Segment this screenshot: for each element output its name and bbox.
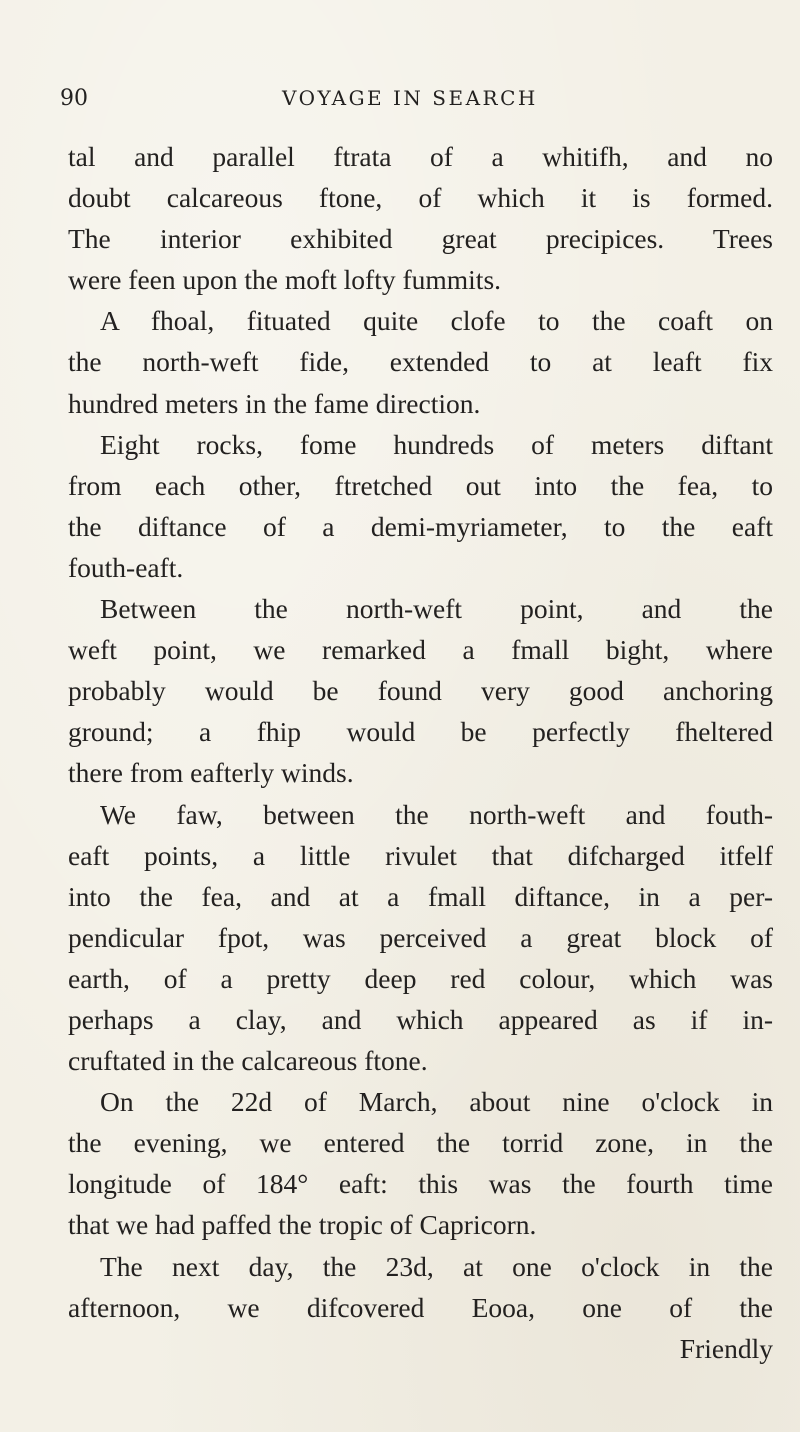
text-line: earth, of a pretty deep red colour, which was [68, 962, 773, 994]
text-line: We faw, between the north-weft and fouth- [100, 798, 773, 830]
text-line: that we had paffed the tropic of Capricorn. [68, 1209, 537, 1241]
text-line: On the 22d of March, about nine o'clock in [100, 1086, 773, 1118]
text-line: probably would be found very good anchoring [68, 675, 773, 707]
running-head: VOYAGE IN SEARCH [282, 86, 538, 110]
text-line: eaft points, a little rivulet that difcharged itfelf [68, 839, 773, 871]
text-line: Between the north-weft point, and the [100, 593, 773, 625]
text-line: The interior exhibited great precipices. Trees [68, 223, 773, 255]
text-line: perhaps a clay, and which appeared as if in- [68, 1003, 773, 1035]
text-line: fouth-eaft. [68, 551, 184, 583]
page-header [60, 86, 760, 120]
text-line: the diftance of a demi-myriameter, to the eaft [68, 510, 773, 542]
text-line: The next day, the 23d, at one o'clock in the [100, 1250, 773, 1282]
body-text [68, 136, 773, 1369]
text-line: pendicular fpot, was perceived a great block of [68, 921, 773, 953]
text-line: ground; a fhip would be perfectly fheltered [68, 716, 773, 748]
text-line: the evening, we entered the torrid zone, in the [68, 1127, 773, 1159]
text-line: tal and parallel ftrata of a whitifh, and no [68, 141, 773, 172]
catchword: Friendly [679, 1332, 773, 1364]
page-number: 90 [60, 86, 88, 111]
text-line: weft point, we remarked a fmall bight, where [68, 634, 773, 666]
text-line: afternoon, we difcovered Eooa, one of the [68, 1291, 773, 1323]
text-line: longitude of 184° eaft: this was the fourth time [68, 1168, 773, 1200]
text-line: Eight rocks, fome hundreds of meters diftant [100, 428, 773, 460]
text-line: into the fea, and at a fmall diftance, in a per- [68, 880, 773, 912]
text-line: doubt calcareous ftone, of which it is formed. [68, 182, 773, 214]
text-line: there from eafterly winds. [68, 757, 354, 789]
text-line: were feen upon the moft lofty fummits. [68, 264, 502, 296]
text-line: cruftated in the calcareous ftone. [68, 1045, 428, 1077]
text-line: hundred meters in the fame direction. [68, 387, 481, 419]
text-line: from each other, ftretched out into the fea, to [68, 469, 773, 501]
text-line: A fhoal, fituated quite clofe to the coaft on [100, 305, 773, 337]
text-line: the north-weft fide, extended to at leaft fix [68, 346, 773, 378]
